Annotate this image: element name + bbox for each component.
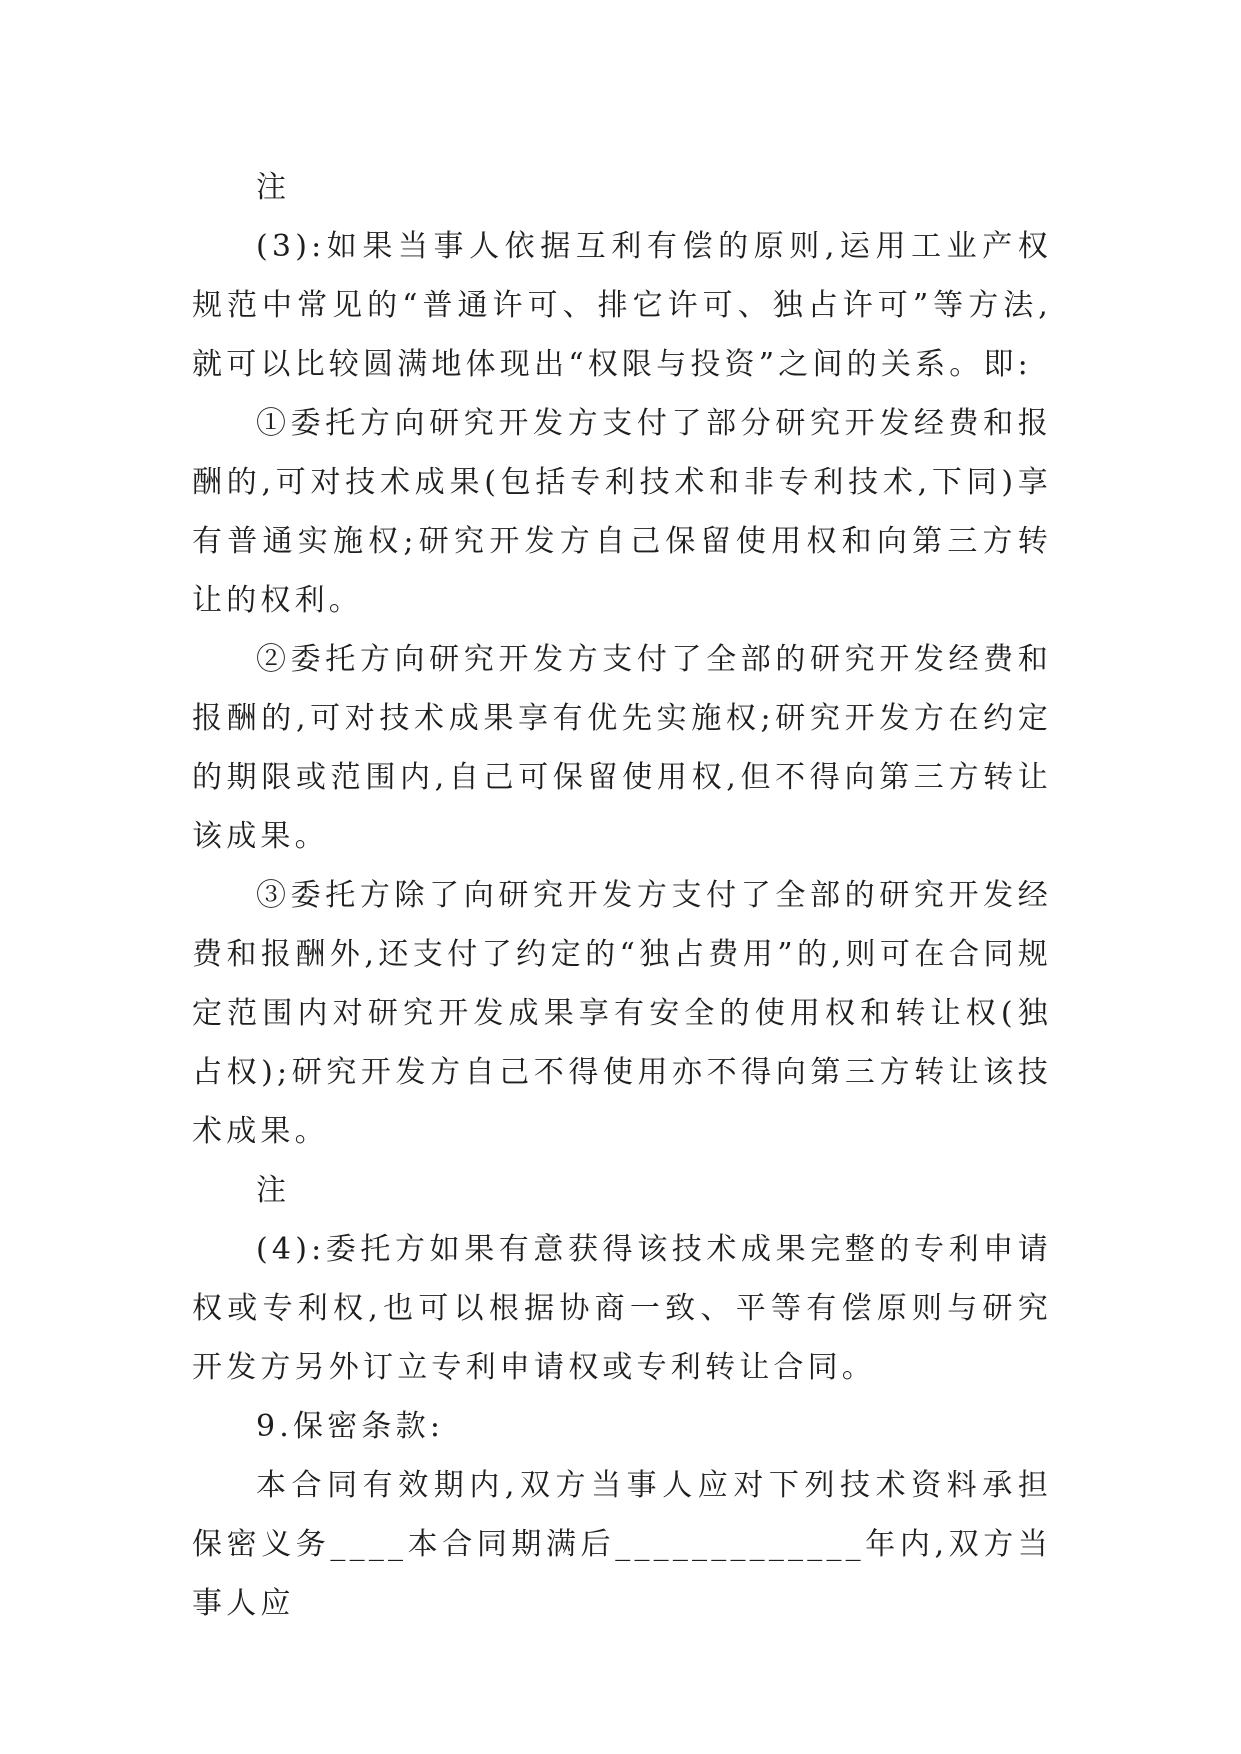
section-heading-confidentiality: 9.保密条款:	[256, 1409, 445, 1444]
document-body	[192, 158, 1052, 1633]
clause-item-1: ①委托方向研究开发方支付了部分研究开发经费和报酬的,可对技术成果(包括专利技术和非专利技术,下同)享有普通实施权;研究开发方自己保留使用权和向第三方转让的权利。	[192, 406, 1052, 618]
note-4-paragraph: (4):委托方如果有意获得该技术成果完整的专利申请权或专利权,也可以根据协商一致、平等有偿原则与研究开发方另外订立专利申请权或专利转让合同。	[192, 1232, 1052, 1385]
note-3-paragraph: (3):如果当事人依据互利有偿的原则,运用工业产权规范中常见的“普通许可、排它许可、独占许可”等方法,就可以比较圆满地体现出“权限与投资”之间的关系。即:	[192, 229, 1052, 382]
clause-item-3: ③委托方除了向研究开发方支付了全部的研究开发经费和报酬外,还支付了约定的“独占费用”的,则可在合同规定范围内对研究开发成果享有安全的使用权和转让权(独占权);研究开发方自己不得使用亦不得向第三方转让该技术成果。	[192, 878, 1052, 1149]
clause-item-2: ②委托方向研究开发方支付了全部的研究开发经费和报酬的,可对技术成果享有优先实施权;研究开发方在约定的期限或范围内,自己可保留使用权,但不得向第三方转让该成果。	[192, 642, 1052, 854]
note-label-1: 注	[256, 170, 291, 205]
note-label-2: 注	[256, 1173, 291, 1208]
confidentiality-paragraph: 本合同有效期内,双方当事人应对下列技术资料承担保密义务____本合同期满后_____________年内,双方当事人应	[192, 1468, 1052, 1621]
